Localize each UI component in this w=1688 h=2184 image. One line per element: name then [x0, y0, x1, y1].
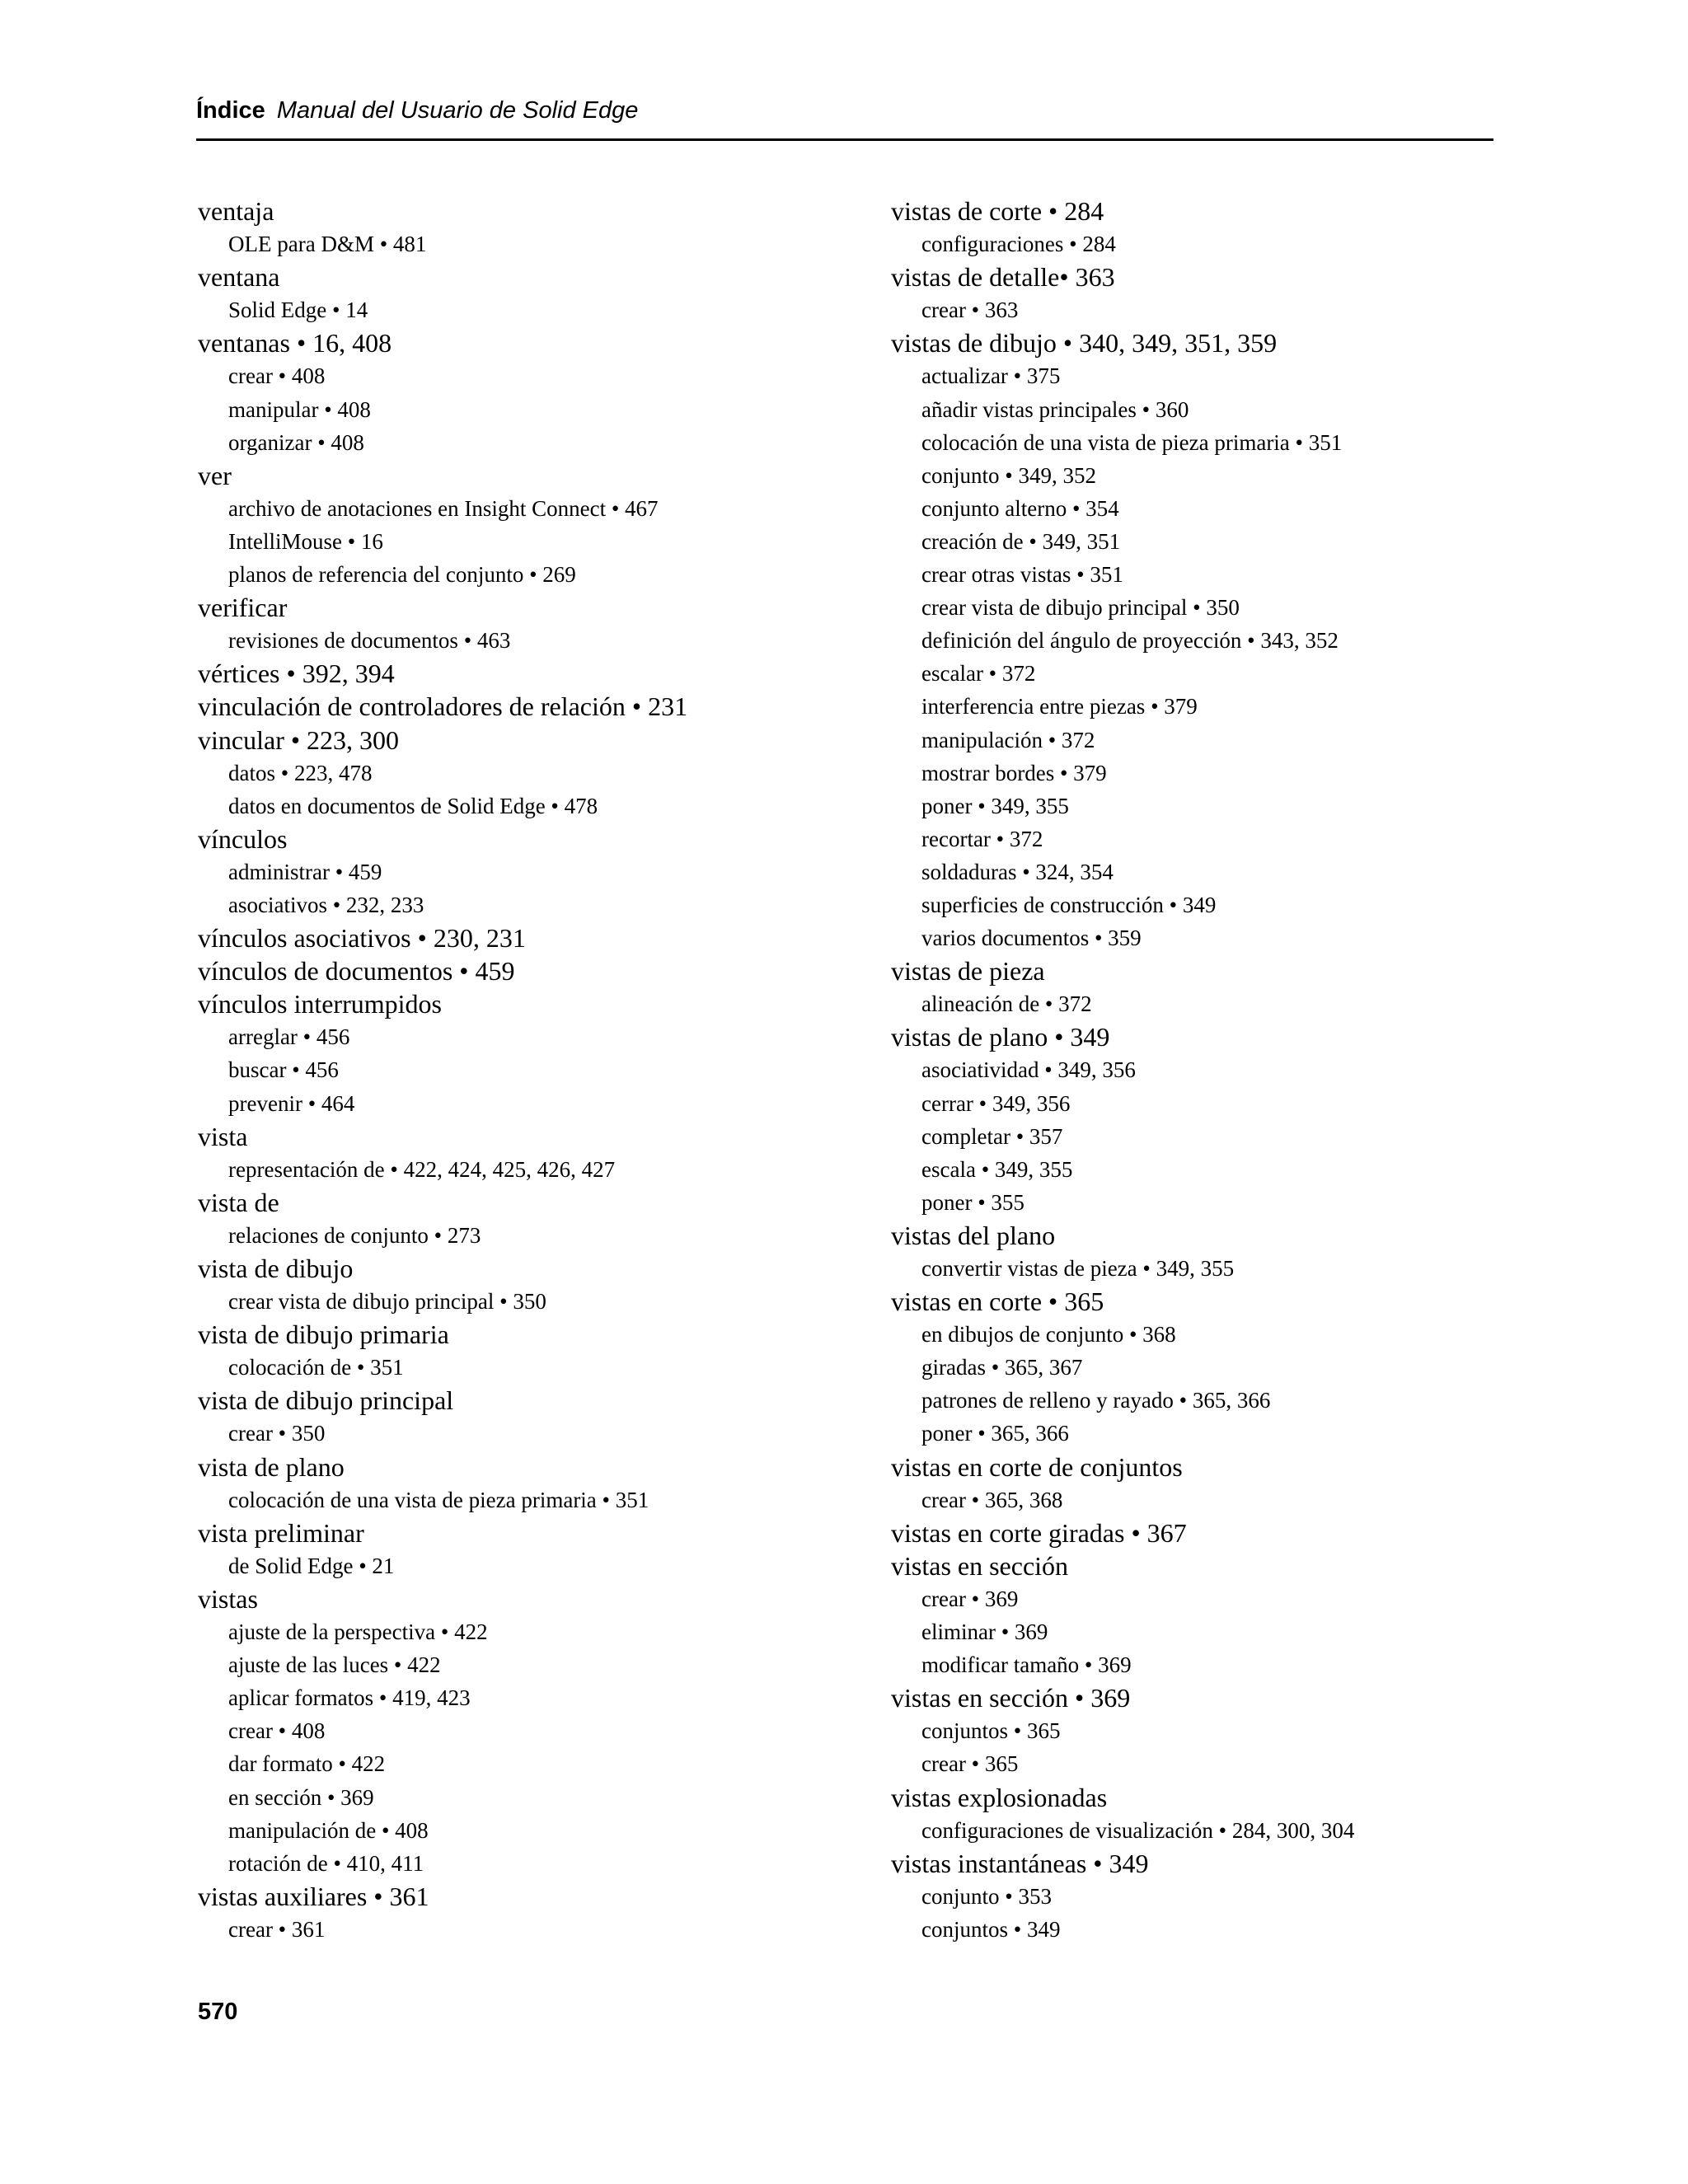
- index-subentry: interferencia entre piezas • 379: [921, 694, 1198, 719]
- index-subentry: crear • 365, 368: [921, 1487, 1063, 1512]
- index-entry: vista: [198, 1121, 248, 1151]
- index-column-left: [198, 194, 857, 1946]
- page-number: 570: [198, 1999, 238, 2025]
- index-subentry: conjuntos • 349: [921, 1916, 1061, 1942]
- index-entry: vista de dibujo principal: [198, 1385, 454, 1416]
- index-subentry: poner • 365, 366: [921, 1421, 1069, 1446]
- index-entry: ventaja: [198, 196, 274, 226]
- index-subentry: en sección • 369: [228, 1784, 374, 1810]
- index-subentry: ajuste de las luces • 422: [228, 1652, 441, 1678]
- index-subentry: asociatividad • 349, 356: [921, 1057, 1136, 1083]
- index-entry: vistas de plano • 349: [891, 1022, 1110, 1052]
- index-column-right: [891, 194, 1517, 1946]
- index-subentry: cerrar • 349, 356: [921, 1090, 1071, 1116]
- index-entry: ventana: [198, 262, 280, 293]
- index-subentry: manipulación de • 408: [228, 1817, 429, 1843]
- index-entry: ventanas • 16, 408: [198, 328, 392, 359]
- index-subentry: completar • 357: [921, 1123, 1063, 1149]
- index-entry: vistas en sección • 369: [891, 1683, 1131, 1713]
- index-entry: vínculos asociativos • 230, 231: [198, 923, 526, 954]
- index-entry: vistas en corte • 365: [891, 1286, 1104, 1317]
- index-subentry: escalar • 372: [921, 661, 1036, 687]
- index-subentry: ajuste de la perspectiva • 422: [228, 1619, 488, 1645]
- index-subentry: OLE para D&M • 481: [228, 232, 427, 257]
- index-subentry: colocación de una vista de pieza primaria • 351: [921, 429, 1343, 455]
- index-subentry: dar formato • 422: [228, 1751, 386, 1777]
- index-subentry: poner • 355: [921, 1189, 1025, 1215]
- index-subentry: giradas • 365, 367: [921, 1355, 1083, 1380]
- index-subentry: de Solid Edge • 21: [228, 1553, 395, 1578]
- index-subentry: aplicar formatos • 419, 423: [228, 1685, 471, 1711]
- index-subentry: en dibujos de conjunto • 368: [921, 1322, 1176, 1347]
- index-entry: verificar: [198, 593, 288, 623]
- index-subentry: conjunto alterno • 354: [921, 495, 1119, 521]
- index-subentry: crear otras vistas • 351: [921, 562, 1123, 588]
- index-subentry: crear • 408: [228, 363, 326, 389]
- index-subentry: soldaduras • 324, 354: [921, 859, 1114, 884]
- index-entry: ver: [198, 460, 232, 490]
- page-header: [196, 97, 1492, 124]
- index-subentry: colocación de una vista de pieza primaria • 351: [228, 1487, 649, 1512]
- index-entry: vistas de corte • 284: [891, 196, 1104, 226]
- index-subentry: crear vista de dibujo principal • 350: [228, 1289, 546, 1315]
- index-entry: vistas: [198, 1583, 258, 1614]
- index-subentry: configuraciones • 284: [921, 232, 1116, 257]
- index-subentry: actualizar • 375: [921, 363, 1061, 389]
- index-subentry: poner • 349, 355: [921, 793, 1069, 818]
- index-entry: vistas de pieza: [891, 956, 1045, 987]
- index-subentry: creación de • 349, 351: [921, 528, 1121, 554]
- index-entry: vistas de dibujo • 340, 349, 351, 359: [891, 328, 1278, 359]
- index-subentry: relaciones de conjunto • 273: [228, 1222, 481, 1248]
- header-divider: [196, 138, 1493, 141]
- index-subentry: crear • 369: [921, 1586, 1019, 1611]
- index-subentry: manipulación • 372: [921, 727, 1095, 752]
- index-subentry: superficies de construcción • 349: [921, 892, 1217, 917]
- index-subentry: representación de • 422, 424, 425, 426, 427: [228, 1156, 616, 1182]
- index-subentry: colocación de • 351: [228, 1355, 404, 1380]
- index-entry: vértices • 392, 394: [198, 658, 395, 689]
- index-subentry: archivo de anotaciones en Insight Connect • 467: [228, 495, 659, 521]
- index-subentry: eliminar • 369: [921, 1619, 1048, 1645]
- index-entry: vistas en corte giradas • 367: [891, 1517, 1187, 1548]
- index-subentry: conjuntos • 365: [921, 1718, 1061, 1744]
- index-entry: vínculos: [198, 823, 288, 854]
- index-entry: vistas explosionadas: [891, 1782, 1108, 1812]
- index-subentry: mostrar bordes • 379: [921, 760, 1107, 785]
- index-subentry: organizar • 408: [228, 429, 364, 455]
- index-entry: vincular • 223, 300: [198, 724, 400, 755]
- index-entry: vista de plano: [198, 1451, 345, 1482]
- index-entry: vistas instantáneas • 349: [891, 1848, 1149, 1878]
- index-entry: vistas de detalle• 363: [891, 262, 1115, 293]
- index-subentry: rotación de • 410, 411: [228, 1850, 424, 1876]
- index-subentry: patrones de relleno y rayado • 365, 366: [921, 1388, 1271, 1413]
- index-subentry: datos • 223, 478: [228, 760, 373, 785]
- index-subentry: administrar • 459: [228, 859, 382, 884]
- index-subentry: convertir vistas de pieza • 349, 355: [921, 1256, 1235, 1281]
- index-entry: vinculación de controladores de relación • 231: [198, 691, 688, 722]
- index-subentry: añadir vistas principales • 360: [921, 396, 1189, 422]
- index-subentry: asociativos • 232, 233: [228, 892, 424, 917]
- index-entry: vista de dibujo primaria: [198, 1319, 449, 1350]
- index-subentry: crear • 350: [228, 1421, 326, 1446]
- index-subentry: varios documentos • 359: [921, 926, 1142, 951]
- index-subentry: prevenir • 464: [228, 1090, 355, 1116]
- index-subentry: conjunto • 349, 352: [921, 462, 1096, 488]
- index-entry: vistas en corte de conjuntos: [891, 1451, 1183, 1482]
- index-subentry: IntelliMouse • 16: [228, 528, 383, 554]
- index-subentry: manipular • 408: [228, 396, 371, 422]
- index-subentry: planos de referencia del conjunto • 269: [228, 562, 576, 588]
- index-subentry: escala • 349, 355: [921, 1156, 1073, 1182]
- index-subentry: modificar tamaño • 369: [921, 1652, 1132, 1678]
- index-subentry: crear • 363: [921, 298, 1019, 323]
- index-subentry: definición del ángulo de proyección • 343, 352: [921, 628, 1339, 654]
- index-subentry: alineación de • 372: [921, 991, 1092, 1017]
- index-subentry: recortar • 372: [921, 826, 1043, 851]
- index-subentry: crear • 408: [228, 1718, 326, 1744]
- index-entry: vistas del plano: [891, 1220, 1056, 1250]
- header-section-label: Índice: [196, 97, 265, 124]
- index-subentry: Solid Edge • 14: [228, 298, 368, 323]
- index-entry: vínculos interrumpidos: [198, 989, 442, 1019]
- index-subentry: arreglar • 456: [228, 1024, 350, 1050]
- index-entry: vínculos de documentos • 459: [198, 956, 515, 987]
- index-entry: vistas en sección: [891, 1550, 1069, 1581]
- index-subentry: crear vista de dibujo principal • 350: [921, 595, 1240, 621]
- index-subentry: datos en documentos de Solid Edge • 478: [228, 793, 598, 818]
- index-subentry: crear • 361: [228, 1916, 326, 1942]
- index-subentry: configuraciones de visualización • 284, 300, 304: [921, 1817, 1355, 1843]
- index-entry: vistas auxiliares • 361: [198, 1881, 429, 1911]
- index-subentry: crear • 365: [921, 1751, 1019, 1777]
- index-subentry: buscar • 456: [228, 1057, 339, 1083]
- index-subentry: revisiones de documentos • 463: [228, 628, 511, 654]
- index-entry: vista de: [198, 1187, 279, 1217]
- header-document-title: Manual del Usuario de Solid Edge: [276, 97, 639, 124]
- index-entry: vista de dibujo: [198, 1254, 354, 1283]
- index-entry: vista preliminar: [198, 1517, 364, 1548]
- index-subentry: conjunto • 353: [921, 1883, 1052, 1909]
